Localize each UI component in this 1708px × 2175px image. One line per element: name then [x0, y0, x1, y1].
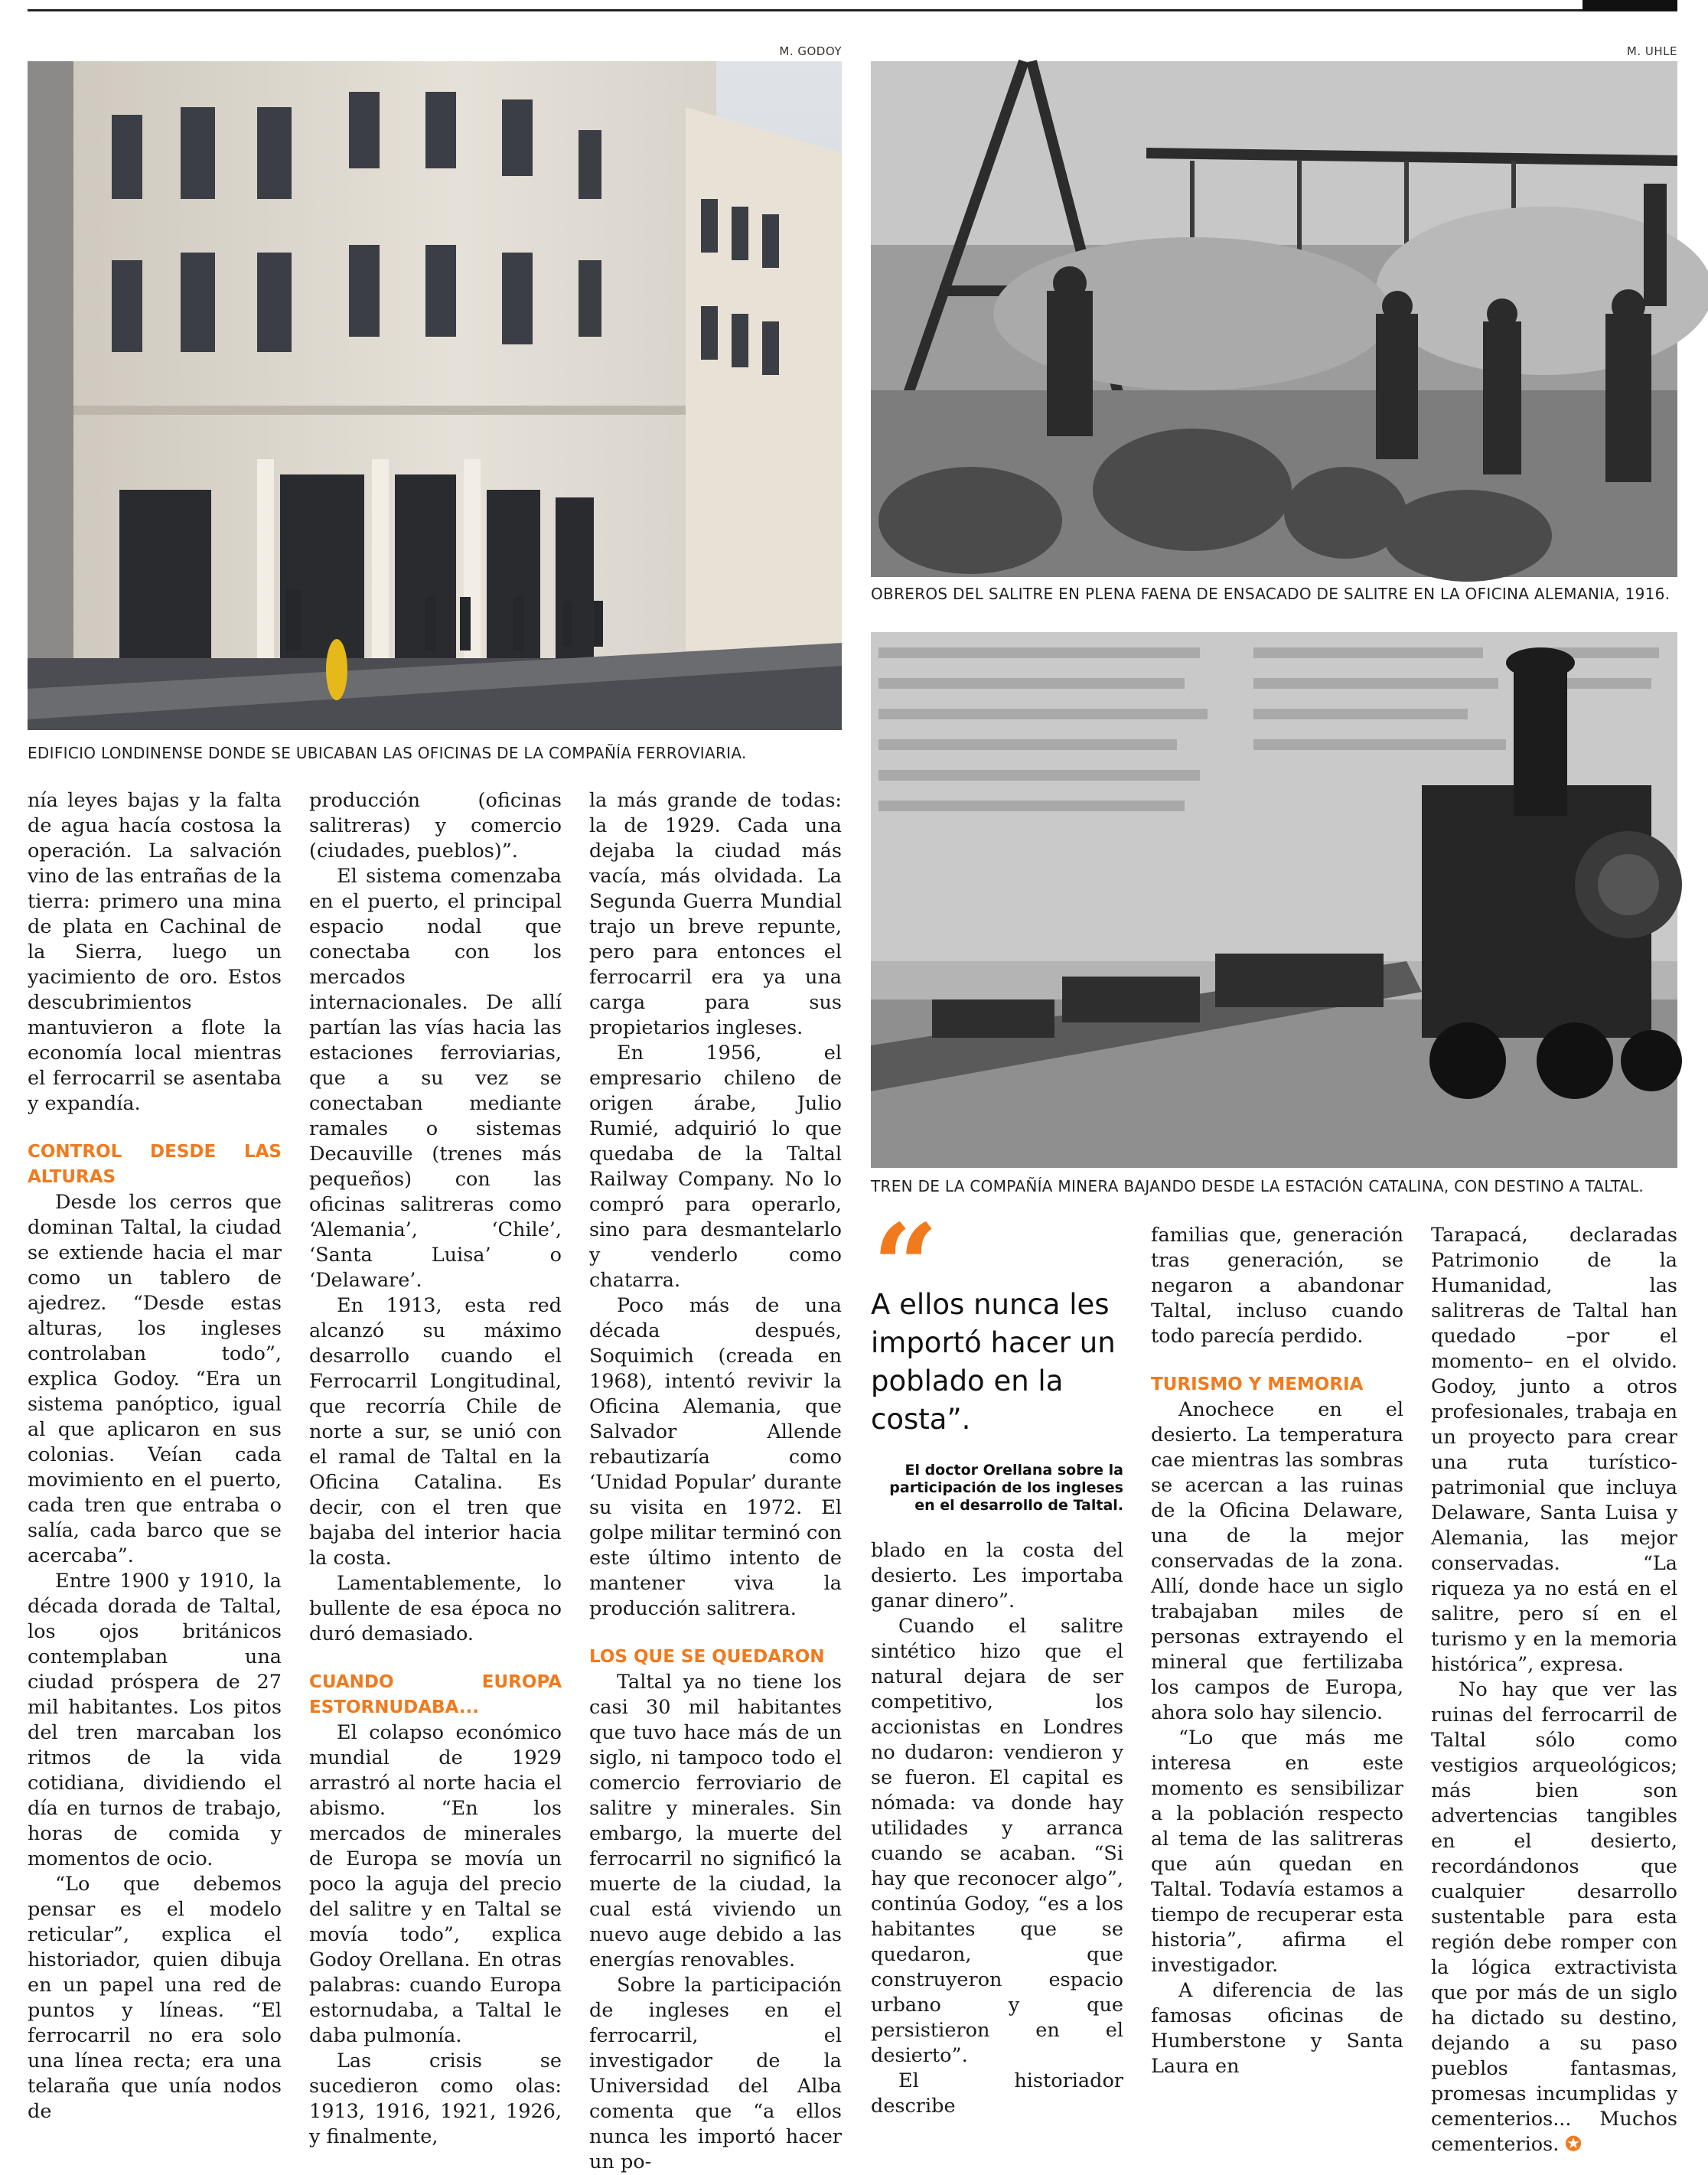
paragraph [1431, 1678, 1677, 2157]
paragraph: la más grande de todas: la de 1929. Cada una dejaba la ciudad más vacía, más olvidada. La Segunda Guerra Mundial trajo un breve repunte, pero para entonces el ferrocarril era ya una carga para sus propietarios ingleses. [589, 789, 842, 1039]
paragraph: Desde los cerros que dominan Taltal, la ciudad se extiende hacia el mar como un tablero de ajedrez. “Desde estas alturas, los ingleses controlaban todo”, explica Godoy. “Era un sistema panóptico, igual al que aplicaron en sus colonias. Veían cada movimiento en el puerto, cada tren que entraba o salía, cada barco que se acercaba”. [28, 1191, 282, 1567]
photo-credit-building: M. GODOY [779, 44, 842, 58]
section-heading-quedaron: LOS QUE SE QUEDARON [589, 1647, 825, 1667]
article-column-2 [309, 788, 562, 2148]
caption-train: TREN DE LA COMPAÑÍA MINERA BAJANDO DESDE LA ESTACIÓN CATALINA, CON DESTINO A TALTAL. [871, 1177, 1644, 1195]
section-heading-europa: CUANDO EUROPA ESTORNUDABA... [309, 1672, 562, 1717]
paragraph: A diferencia de las famosas oficinas de Humberstone y Santa Laura en [1151, 1979, 1403, 2078]
article-column-4 [871, 1538, 1123, 2118]
top-rule [28, 9, 1677, 11]
section-heading-control: CONTROL DESDE LAS ALTURAS [28, 1142, 282, 1187]
article-column-3 [589, 788, 842, 2173]
paragraph: Entre 1900 y 1910, la década dorada de Taltal, los ojos británicos contemplaban una ciudad próspera de 27 mil habitantes. Los pitos del tren marcaban los ritmos de la vida cotidiana, dividiendo el día en turnos de trabajo, horas de comida y momentos de ocio. [28, 1570, 282, 1870]
paragraph: En 1956, el empresario chileno de origen árabe, Julio Rumié, adquirió lo que quedaba de la Taltal Railway Company. No lo compró para operarlo, sino para desmantelarlo y venderlo como chatarra. [589, 1042, 842, 1292]
article-column-1 [28, 788, 282, 2123]
paragraph-text: No hay que ver las ruinas del ferrocarril de Taltal sólo como vestigios arqueológicos; más bien son advertencias tangibles en el desierto, recordándonos que cualquier desarrollo sustentable para esta región debe romper con la lógica extractivista que por más de un siglo ha dictado su destino, dejando a su paso pueblos fantasmas, promesas incumplidas y cementerios... Muchos cementerios. [1431, 1678, 1677, 2156]
paragraph: Taltal ya no tiene los casi 30 mil habitantes que tuvo hace más de un siglo, ni tampoco todo el comercio ferroviario de salitre y minerales. Sin embargo, la muerte del ferrocarril no significó la muerte de la ciudad, la cual está viviendo un nuevo auge debido a las energías renovables. [589, 1671, 842, 1971]
article-column-6 [1431, 1223, 1677, 2156]
paragraph: En 1913, esta red alcanzó su máximo desarrollo cuando el Ferrocarril Longitudinal, que recorría Chile de norte a sur, se unió con el ramal de Taltal en la Oficina Catalina. Es decir, con el tren que bajaba del interior hacia la costa. [309, 1294, 562, 1570]
paragraph: “Lo que debemos pensar es el modelo reticular”, explica el historiador, quien dibuja en un papel una red de puntos y líneas. “El ferrocarril no era solo una línea recta; era una telaraña que unía nodos de [28, 1873, 282, 2123]
paragraph: blado en la costa del desierto. Les importaba ganar dinero”. [871, 1539, 1123, 1612]
paragraph: Lamentablemente, lo bullente de esa época no duró demasiado. [309, 1572, 562, 1645]
paragraph: producción (oficinas salitreras) y comercio (ciudades, pueblos)”. [309, 789, 562, 862]
pull-quote-source: El doctor Orellana sobre la participación de los ingleses en el desarrollo de Taltal. [889, 1462, 1123, 1514]
end-mark-icon: ✪ [1565, 2133, 1582, 2156]
pull-quote: A ellos nunca les importó hacer un poblado en la costa”. [871, 1288, 1116, 1436]
paragraph: nía leyes bajas y la falta de agua hacía costosa la operación. La salvación vino de las entrañas de la tierra: primero una mina de plata en Cachinal de la Sierra, luego un yacimiento de oro. Estos descubrimientos mantuvieron a flote la economía local mientras el ferrocarril se asentaba y expandía. [28, 789, 282, 1115]
train-photo [871, 632, 1677, 1168]
paragraph: Sobre la participación de ingleses en el ferrocarril, el investigador de la Universidad del Alba comenta que “a ellos nunca les importó hacer un po- [589, 1974, 842, 2173]
article-column-5 [1151, 1223, 1403, 2078]
photo-credit-workers: M. UHLE [1626, 44, 1677, 58]
paragraph: El historiador describe [871, 2069, 1123, 2118]
paragraph: Cuando el salitre sintético hizo que el natural dejara de ser competitivo, los accionistas en Londres no dudaron: vendieron y se fueron. El capital es nómada: va donde hay utilidades y arranca cuando se acaban. “Si hay que reconocer algo”, continúa Godoy, “es a los habitantes que se quedaron, que construyeron espacio urbano y que persistieron en el desierto”. [871, 1615, 1123, 2067]
paragraph: Tarapacá, declaradas Patrimonio de la Humanidad, las salitreras de Taltal han quedado –por el momento– en el olvido. Godoy, junto a otros profesionales, trabaja en un proyecto para crear una ruta turístico-patrimonial que incluya Delaware, Santa Luisa y Alemania, las mejor conservadas. “La riqueza ya no está en el salitre, pero sí en el turismo y en la memoria histórica”, expresa. [1431, 1224, 1677, 1676]
top-rule-block [1583, 0, 1677, 11]
paragraph: Poco más de una década después, Soquimich (creada en 1968), intentó revivir la Oficina Alemania, que Salvador Allende rebautizaría como ‘Unidad Popular’ durante su visita en 1972. El golpe militar terminó con este último intento de mantener viva la producción salitrera. [589, 1294, 842, 1620]
workers-photo [871, 61, 1677, 577]
quote-mark-icon: “ [872, 1199, 939, 1334]
building-photo [28, 61, 842, 730]
paragraph: “Lo que más me interesa en este momento es sensibilizar a la población respecto al tema de las salitreras que aún quedan en Taltal. Todavía estamos a tiempo de recuperar esta historia”, afirma el investigador. [1151, 1727, 1403, 1977]
caption-workers: OBREROS DEL SALITRE EN PLENA FAENA DE ENSACADO DE SALITRE EN LA OFICINA ALEMANIA, 1916. [871, 585, 1671, 603]
section-heading-turismo: TURISMO Y MEMORIA [1151, 1374, 1364, 1394]
paragraph: familias que, generación tras generación, se negaron a abandonar Taltal, incluso cuando todo parecía perdido. [1151, 1224, 1403, 1348]
paragraph: El colapso económico mundial de 1929 arrastró al norte hacia el abismo. “En los mercados de minerales de Europa se movía un poco la aguja del precio del salitre y en Taltal se movía todo”, explica Godoy Orellana. En otras palabras: cuando Europa estornudaba, a Taltal le daba pulmonía. [309, 1721, 562, 2047]
paragraph: Anochece en el desierto. La temperatura cae mientras las sombras se acercan a las ruinas de la Oficina Delaware, una de la mejor conservadas de la zona. Allí, donde hace un siglo trabajaban miles de personas extrayendo el mineral que fertilizaba los campos de Europa, ahora solo hay silencio. [1151, 1398, 1403, 1724]
paragraph: El sistema comenzaba en el puerto, el principal espacio nodal que conectaba con los mercados internacionales. De allí partían las vías hacia las estaciones ferroviarias, que a su vez se conectaban mediante ramales o sistemas Decauville (trenes más pequeños) con las oficinas salitreras como ‘Alemania’, ‘Chile’, ‘Santa Luisa’ o ‘Delaware’. [309, 865, 562, 1292]
paragraph: Las crisis se sucedieron como olas: 1913, 1916, 1921, 1926, y finalmente, [309, 2049, 562, 2148]
caption-building: EDIFICIO LONDINENSE DONDE SE UBICABAN LAS OFICINAS DE LA COMPAÑÍA FERROVIARIA. [28, 744, 747, 762]
